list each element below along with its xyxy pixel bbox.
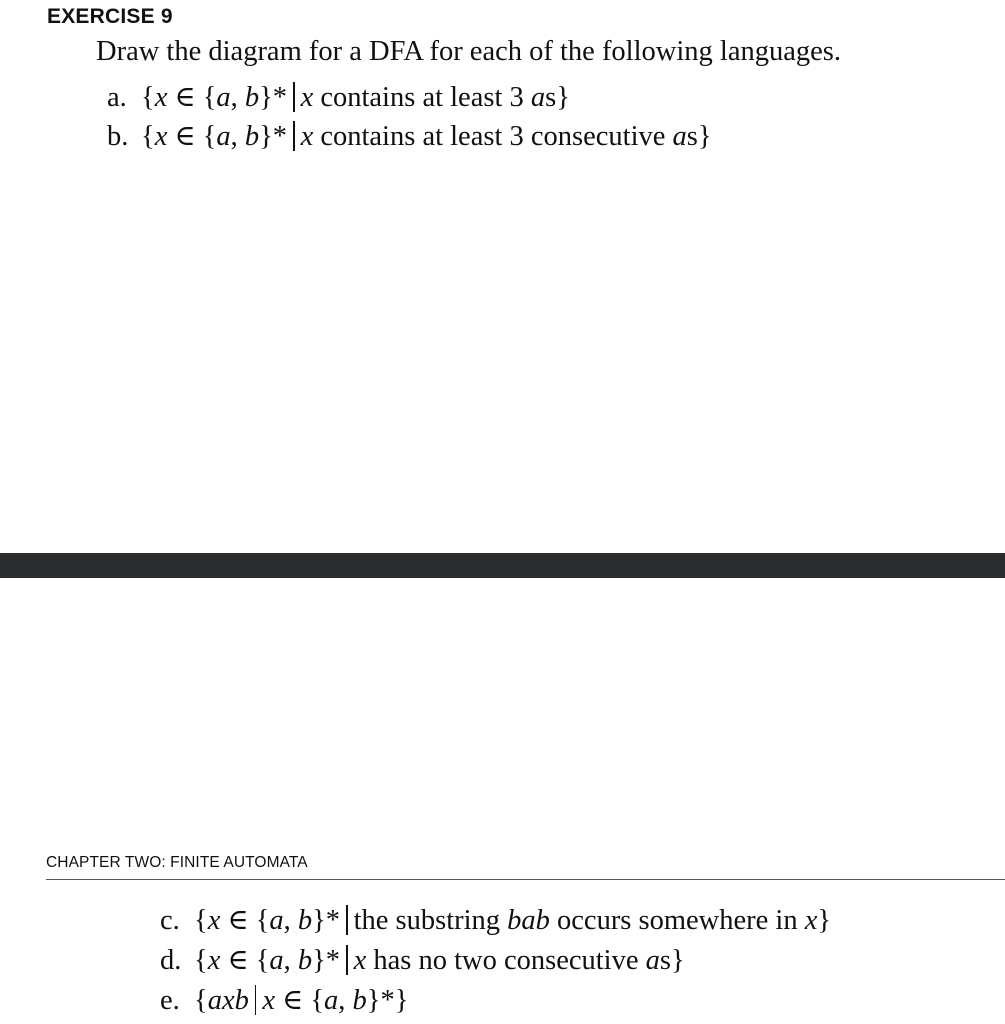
- item-label: c.: [160, 905, 180, 936]
- set-builder-bar: [293, 82, 295, 112]
- set-builder-bar: [346, 945, 348, 975]
- list-item-a: a. {x ∈ {a, b}* x contains at least 3 as}: [107, 82, 570, 113]
- list-item-e: e. {axb x ∈ {a, b}*}: [160, 985, 409, 1016]
- list-item-b: b. {x ∈ {a, b}* x contains at least 3 consecutive as}: [107, 121, 712, 152]
- set-builder-bar: [293, 121, 295, 151]
- page-break-bar: [0, 553, 1005, 578]
- item-label: a.: [107, 82, 127, 113]
- item-label: e.: [160, 985, 180, 1016]
- item-label: b.: [107, 121, 129, 152]
- list-item-c: c. {x ∈ {a, b}* the substring bab occurs somewhere in x}: [160, 905, 832, 936]
- set-builder-bar: [255, 985, 257, 1015]
- running-header: CHAPTER TWO: FINITE AUTOMATA: [46, 854, 308, 871]
- exercise-intro: Draw the diagram for a DFA for each of the following languages.: [96, 36, 841, 67]
- item-label: d.: [160, 945, 182, 976]
- list-item-d: d. {x ∈ {a, b}* x has no two consecutive as}: [160, 945, 685, 976]
- set-builder-bar: [346, 905, 348, 935]
- exercise-heading: EXERCISE 9: [47, 5, 173, 28]
- header-rule: [46, 879, 1005, 880]
